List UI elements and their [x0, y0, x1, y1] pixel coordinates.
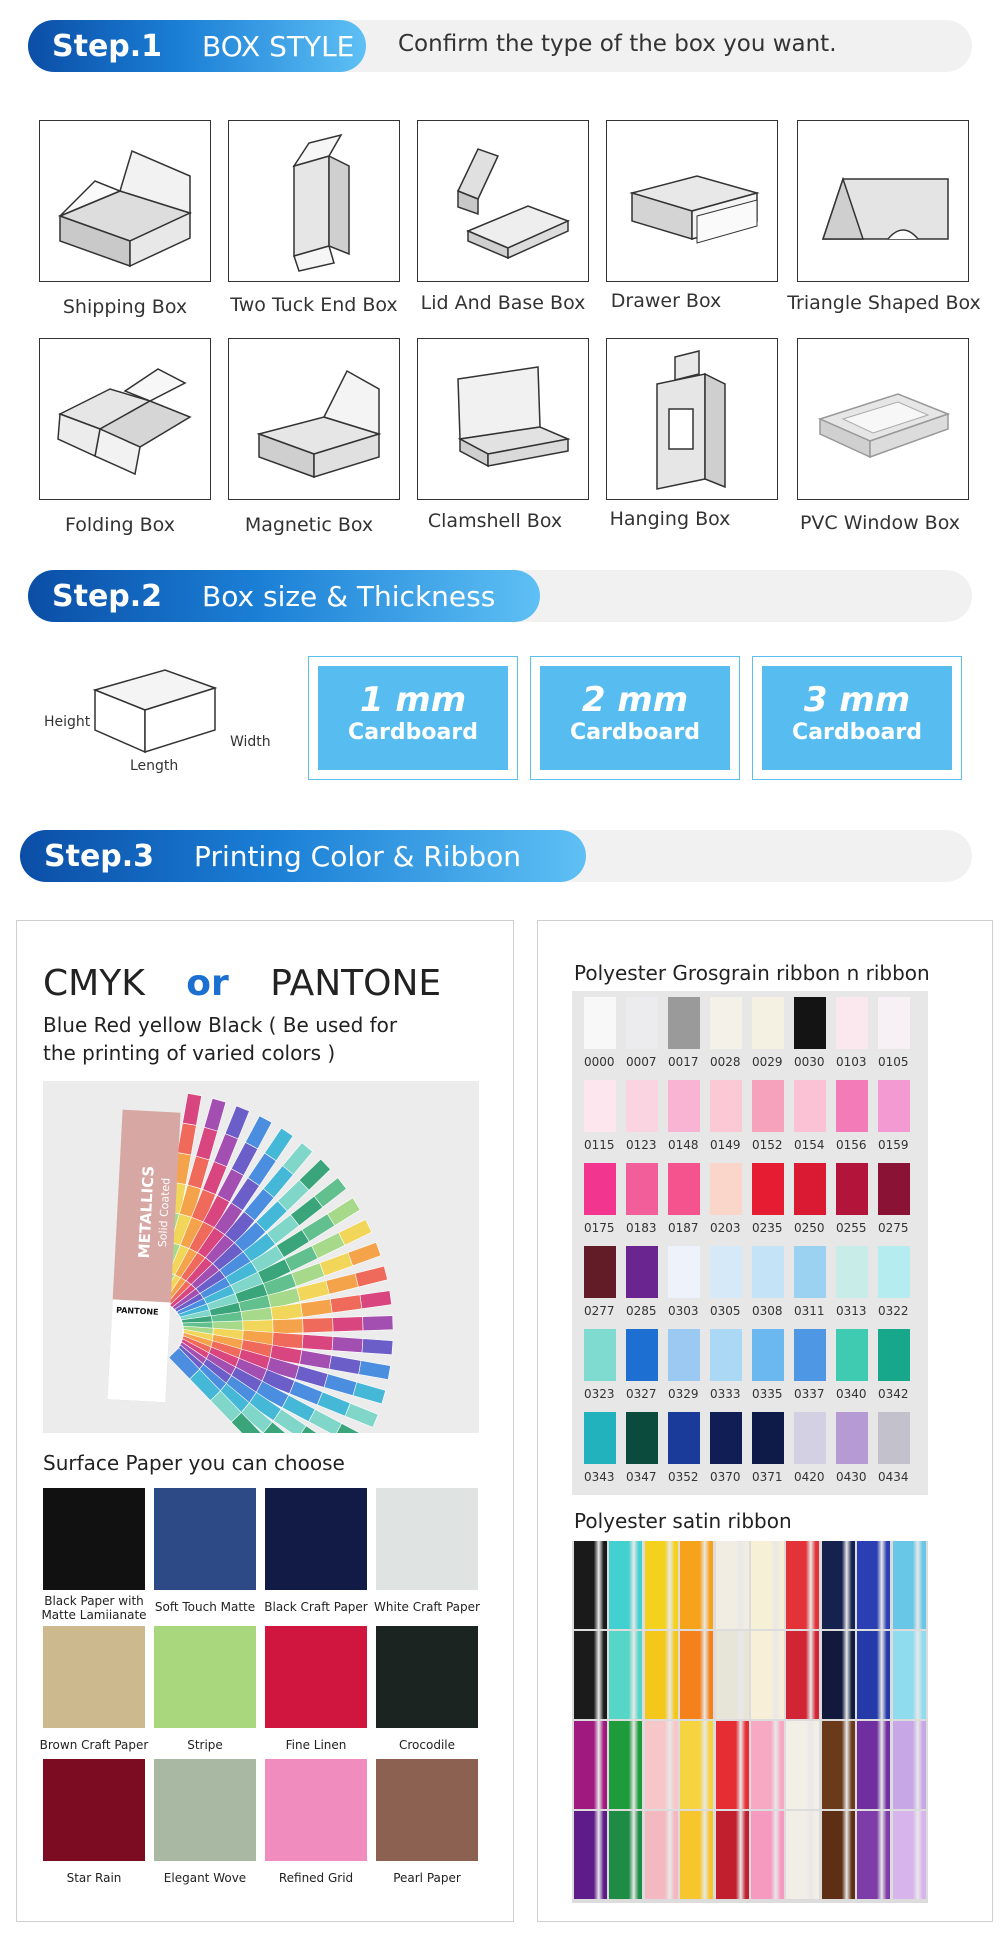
or-label: or — [186, 963, 229, 1004]
step3-banner — [20, 830, 972, 882]
satin-ribbon-roll — [751, 1811, 784, 1899]
box-tile-drawer[interactable] — [606, 120, 778, 282]
ribbon-swatch[interactable] — [836, 997, 868, 1049]
color-mode-heading — [43, 963, 441, 1004]
surface-paper-label: Star Rain — [66, 1871, 122, 1885]
dimension-width-label: Width — [230, 734, 271, 750]
ribbon-swatch[interactable] — [584, 1163, 616, 1215]
satin-ribbon-roll — [609, 1631, 642, 1719]
satin-ribbon-roll — [680, 1721, 713, 1809]
clamshell-box-icon — [418, 339, 588, 499]
thickness-value: 3 mm — [803, 680, 911, 720]
ribbon-code: 0115 — [584, 1138, 615, 1152]
satin-ribbon-roll — [786, 1631, 819, 1719]
satin-ribbon-roll — [822, 1631, 855, 1719]
ribbon-swatch[interactable] — [668, 1163, 700, 1215]
satin-ribbon-roll — [680, 1811, 713, 1899]
satin-ribbon-roll — [574, 1721, 607, 1809]
ribbon-swatch[interactable] — [878, 1163, 910, 1215]
ribbon-code: 0347 — [626, 1470, 657, 1484]
ribbon-code: 0148 — [668, 1138, 699, 1152]
ribbon-code: 0430 — [836, 1470, 867, 1484]
color-description-line1: Blue Red yellow Black ( Be used for — [43, 1013, 398, 1037]
satin-ribbon-roll — [609, 1541, 642, 1629]
ribbon-code: 0434 — [878, 1470, 909, 1484]
pvc-window-box-icon — [798, 339, 968, 499]
drawer-box-icon — [607, 121, 777, 281]
ribbon-swatch[interactable] — [878, 1329, 910, 1381]
color-description-line2: the printing of varied colors ) — [43, 1041, 336, 1065]
surface-paper-label: Stripe — [187, 1738, 223, 1752]
satin-ribbon-roll — [680, 1631, 713, 1719]
surface-paper-label: White Craft Paper — [374, 1600, 480, 1614]
surface-paper-label: Fine Linen — [285, 1738, 347, 1752]
ribbon-swatch[interactable] — [794, 997, 826, 1049]
ribbon-code: 0342 — [878, 1387, 909, 1401]
ribbon-code: 0322 — [878, 1304, 909, 1318]
ribbon-code: 0285 — [626, 1304, 657, 1318]
ribbon-code: 0149 — [710, 1138, 741, 1152]
ribbon-code: 0343 — [584, 1470, 615, 1484]
folding-box-icon — [40, 339, 210, 499]
ribbon-swatch[interactable] — [668, 1412, 700, 1464]
box-label-shipping: Shipping Box — [62, 296, 188, 318]
hanging-box-icon — [607, 339, 777, 499]
ribbon-code: 0154 — [794, 1138, 825, 1152]
satin-ribbon-roll — [786, 1721, 819, 1809]
box-tile-shipping[interactable] — [39, 120, 211, 282]
ribbon-swatch[interactable] — [584, 997, 616, 1049]
box-tile-clamshell[interactable] — [417, 338, 589, 500]
satin-ribbon-roll — [645, 1721, 678, 1809]
satin-ribbon-roll — [857, 1721, 890, 1809]
ribbon-swatch[interactable] — [752, 997, 784, 1049]
grosgrain-ribbon-chart — [572, 991, 928, 1495]
surface-paper-swatch[interactable] — [376, 1488, 478, 1590]
ribbon-code: 0311 — [794, 1304, 825, 1318]
dimension-height-label: Height — [44, 714, 91, 730]
step2-number: Step.2 — [52, 578, 163, 614]
ribbon-code: 0103 — [836, 1055, 867, 1069]
surface-paper-label: Pearl Paper — [393, 1871, 461, 1885]
ribbon-swatch[interactable] — [794, 1412, 826, 1464]
ribbon-code: 0123 — [626, 1138, 657, 1152]
box-dimension-diagram — [90, 660, 250, 770]
ribbon-code: 0183 — [626, 1221, 657, 1235]
ribbon-swatch[interactable] — [710, 1412, 742, 1464]
ribbon-swatch[interactable] — [668, 1246, 700, 1298]
surface-paper-label: Soft Touch Matte — [154, 1600, 256, 1614]
box-label-lid-base: Lid And Base Box — [420, 292, 586, 314]
two-tuck-end-box-icon — [229, 121, 399, 281]
satin-ribbon-roll — [751, 1721, 784, 1809]
box-tile-folding[interactable] — [39, 338, 211, 500]
thickness-option-2mm[interactable] — [530, 656, 740, 780]
grosgrain-ribbon-title: Polyester Grosgrain ribbon n ribbon — [574, 961, 930, 985]
box-tile-magnetic[interactable] — [228, 338, 400, 500]
ribbon-code: 0313 — [836, 1304, 867, 1318]
ribbon-code: 0007 — [626, 1055, 657, 1069]
ribbon-swatch[interactable] — [626, 997, 658, 1049]
satin-ribbon-roll — [822, 1541, 855, 1629]
box-label-clamshell: Clamshell Box — [427, 510, 563, 532]
box-label-hanging: Hanging Box — [609, 508, 731, 530]
satin-ribbon-roll — [716, 1631, 749, 1719]
ribbon-code: 0371 — [752, 1470, 783, 1484]
satin-ribbon-roll — [574, 1541, 607, 1629]
satin-ribbon-roll — [857, 1541, 890, 1629]
box-tile-triangle[interactable] — [797, 120, 969, 282]
ribbon-code: 0152 — [752, 1138, 783, 1152]
pantone-guide-brand: PANTONE — [115, 1305, 159, 1317]
satin-ribbon-roll — [857, 1631, 890, 1719]
surface-paper-label: Black Craft Paper — [264, 1600, 368, 1614]
pantone-guide-image — [43, 1081, 479, 1433]
ribbon-swatch[interactable] — [710, 1080, 742, 1132]
ribbon-swatch[interactable] — [878, 1080, 910, 1132]
surface-paper-swatch[interactable] — [265, 1488, 367, 1590]
satin-ribbon-roll — [893, 1811, 926, 1899]
box-label-triangle: Triangle Shaped Box — [787, 292, 981, 314]
ribbon-swatch[interactable] — [752, 1163, 784, 1215]
ribbon-swatch[interactable] — [794, 1080, 826, 1132]
satin-ribbon-roll — [609, 1721, 642, 1809]
ribbon-code: 0028 — [710, 1055, 741, 1069]
surface-paper-label: Black Paper with Matte Lamiianate — [41, 1594, 147, 1622]
ribbon-code: 0275 — [878, 1221, 909, 1235]
box-label-folding: Folding Box — [65, 514, 175, 536]
step1-title: BOX STYLE — [202, 29, 355, 63]
ribbon-panel — [537, 920, 993, 1922]
ribbon-code: 0327 — [626, 1387, 657, 1401]
step3-title: Printing Color & Ribbon — [194, 839, 522, 873]
satin-ribbon-roll — [574, 1811, 607, 1899]
ribbon-code: 0255 — [836, 1221, 867, 1235]
thickness-value: 1 mm — [359, 680, 467, 720]
ribbon-code: 0352 — [668, 1470, 699, 1484]
surface-paper-swatch[interactable] — [43, 1488, 145, 1590]
thickness-material: Cardboard — [792, 720, 922, 745]
ribbon-swatch[interactable] — [626, 1412, 658, 1464]
ribbon-swatch[interactable] — [584, 1246, 616, 1298]
ribbon-swatch[interactable] — [626, 1080, 658, 1132]
surface-paper-swatch[interactable] — [43, 1626, 145, 1728]
satin-ribbon-roll — [786, 1811, 819, 1899]
thickness-value: 2 mm — [581, 680, 689, 720]
thickness-material: Cardboard — [348, 720, 478, 745]
surface-paper-swatch[interactable] — [265, 1759, 367, 1861]
surface-paper-swatch[interactable] — [376, 1759, 478, 1861]
satin-ribbon-title: Polyester satin ribbon — [574, 1509, 792, 1533]
ribbon-swatch[interactable] — [878, 1246, 910, 1298]
step1-banner — [28, 20, 972, 72]
surface-paper-title: Surface Paper you can choose — [43, 1451, 345, 1475]
ribbon-code: 0420 — [794, 1470, 825, 1484]
surface-paper-label: Brown Craft Paper — [39, 1738, 149, 1752]
triangle-box-icon — [798, 121, 968, 281]
color-panel — [16, 920, 514, 1922]
box-label-drawer: Drawer Box — [610, 290, 722, 312]
surface-paper-swatch[interactable] — [154, 1626, 256, 1728]
ribbon-code: 0250 — [794, 1221, 825, 1235]
satin-ribbon-roll — [645, 1811, 678, 1899]
ribbon-code: 0329 — [668, 1387, 699, 1401]
satin-ribbon-roll — [893, 1541, 926, 1629]
thickness-option-1mm[interactable] — [308, 656, 518, 780]
ribbon-swatch[interactable] — [836, 1080, 868, 1132]
satin-ribbon-roll — [751, 1631, 784, 1719]
ribbon-swatch[interactable] — [668, 1080, 700, 1132]
ribbon-code: 0017 — [668, 1055, 699, 1069]
ribbon-swatch[interactable] — [794, 1329, 826, 1381]
satin-ribbon-roll — [822, 1811, 855, 1899]
ribbon-swatch[interactable] — [626, 1329, 658, 1381]
box-tile-pvc-window[interactable] — [797, 338, 969, 500]
ribbon-code: 0105 — [878, 1055, 909, 1069]
satin-ribbon-roll — [574, 1631, 607, 1719]
ribbon-code: 0029 — [752, 1055, 783, 1069]
step2-title: Box size & Thickness — [202, 579, 496, 613]
surface-paper-label: Crocodile — [399, 1738, 455, 1752]
satin-ribbon-image — [572, 1541, 928, 1903]
ribbon-swatch[interactable] — [878, 1412, 910, 1464]
step3-number: Step.3 — [44, 838, 155, 874]
ribbon-swatch[interactable] — [668, 1329, 700, 1381]
ribbon-swatch[interactable] — [752, 1246, 784, 1298]
ribbon-swatch[interactable] — [668, 997, 700, 1049]
step1-number: Step.1 — [52, 28, 163, 64]
ribbon-code: 0159 — [878, 1138, 909, 1152]
box-label-pvc-window: PVC Window Box — [799, 512, 961, 534]
ribbon-code: 0337 — [794, 1387, 825, 1401]
ribbon-swatch[interactable] — [626, 1246, 658, 1298]
ribbon-code: 0323 — [584, 1387, 615, 1401]
satin-ribbon-roll — [716, 1541, 749, 1629]
ribbon-swatch[interactable] — [794, 1163, 826, 1215]
box-tile-hanging[interactable] — [606, 338, 778, 500]
ribbon-swatch[interactable] — [836, 1329, 868, 1381]
magnetic-box-icon — [229, 339, 399, 499]
surface-paper-label: Elegant Wove — [163, 1871, 247, 1885]
ribbon-swatch[interactable] — [710, 997, 742, 1049]
surface-paper-swatch[interactable] — [154, 1759, 256, 1861]
ribbon-code: 0308 — [752, 1304, 783, 1318]
ribbon-code: 0370 — [710, 1470, 741, 1484]
satin-ribbon-roll — [716, 1721, 749, 1809]
pantone-label: PANTONE — [270, 963, 442, 1004]
box-label-magnetic: Magnetic Box — [244, 514, 374, 536]
ribbon-code: 0030 — [794, 1055, 825, 1069]
ribbon-code: 0156 — [836, 1138, 867, 1152]
ribbon-swatch[interactable] — [752, 1412, 784, 1464]
ribbon-swatch[interactable] — [794, 1246, 826, 1298]
satin-ribbon-roll — [609, 1811, 642, 1899]
surface-paper-swatch[interactable] — [43, 1759, 145, 1861]
ribbon-swatch[interactable] — [626, 1163, 658, 1215]
step3-pill — [20, 830, 586, 882]
satin-ribbon-roll — [786, 1541, 819, 1629]
ribbon-code: 0305 — [710, 1304, 741, 1318]
thickness-material: Cardboard — [570, 720, 700, 745]
satin-ribbon-roll — [680, 1541, 713, 1629]
box-tile-lid-base[interactable] — [417, 120, 589, 282]
satin-ribbon-roll — [822, 1721, 855, 1809]
ribbon-swatch[interactable] — [752, 1080, 784, 1132]
surface-paper-swatch[interactable] — [376, 1626, 478, 1728]
surface-paper-swatch[interactable] — [154, 1488, 256, 1590]
satin-ribbon-roll — [645, 1541, 678, 1629]
satin-ribbon-roll — [751, 1541, 784, 1629]
ribbon-code: 0235 — [752, 1221, 783, 1235]
ribbon-swatch[interactable] — [836, 1412, 868, 1464]
thickness-option-3mm[interactable] — [752, 656, 962, 780]
ribbon-code: 0203 — [710, 1221, 741, 1235]
shipping-box-icon — [40, 121, 210, 281]
lid-base-box-icon — [418, 121, 588, 281]
ribbon-code: 0000 — [584, 1055, 615, 1069]
surface-paper-swatch[interactable] — [265, 1626, 367, 1728]
ribbon-swatch[interactable] — [836, 1163, 868, 1215]
ribbon-swatch[interactable] — [584, 1080, 616, 1132]
ribbon-swatch[interactable] — [710, 1329, 742, 1381]
surface-paper-label: Refined Grid — [278, 1871, 354, 1885]
dimension-length-label: Length — [130, 758, 179, 774]
satin-ribbon-roll — [893, 1721, 926, 1809]
box-tile-two-tuck[interactable] — [228, 120, 400, 282]
ribbon-swatch[interactable] — [752, 1329, 784, 1381]
step2-pill — [28, 570, 540, 622]
step1-pill — [28, 20, 366, 72]
ribbon-swatch[interactable] — [878, 997, 910, 1049]
step2-banner — [28, 570, 972, 622]
ribbon-swatch[interactable] — [584, 1412, 616, 1464]
pantone-guide-title: METALLICS — [134, 1165, 158, 1259]
satin-ribbon-roll — [857, 1811, 890, 1899]
ribbon-code: 0335 — [752, 1387, 783, 1401]
ribbon-swatch[interactable] — [836, 1246, 868, 1298]
step1-description: Confirm the type of the box you want. — [398, 31, 837, 57]
satin-ribbon-roll — [893, 1631, 926, 1719]
ribbon-code: 0333 — [710, 1387, 741, 1401]
ribbon-code: 0277 — [584, 1304, 615, 1318]
cmyk-label: CMYK — [43, 963, 145, 1004]
box-label-two-tuck: Two Tuck End Box — [230, 294, 398, 316]
ribbon-swatch[interactable] — [584, 1329, 616, 1381]
ribbon-code: 0303 — [668, 1304, 699, 1318]
satin-ribbon-roll — [645, 1631, 678, 1719]
ribbon-swatch[interactable] — [710, 1246, 742, 1298]
ribbon-swatch[interactable] — [710, 1163, 742, 1215]
ribbon-code: 0175 — [584, 1221, 615, 1235]
satin-ribbon-roll — [716, 1811, 749, 1899]
ribbon-code: 0340 — [836, 1387, 867, 1401]
pantone-guide-subtitle: Solid Coated — [155, 1177, 173, 1248]
ribbon-code: 0187 — [668, 1221, 699, 1235]
